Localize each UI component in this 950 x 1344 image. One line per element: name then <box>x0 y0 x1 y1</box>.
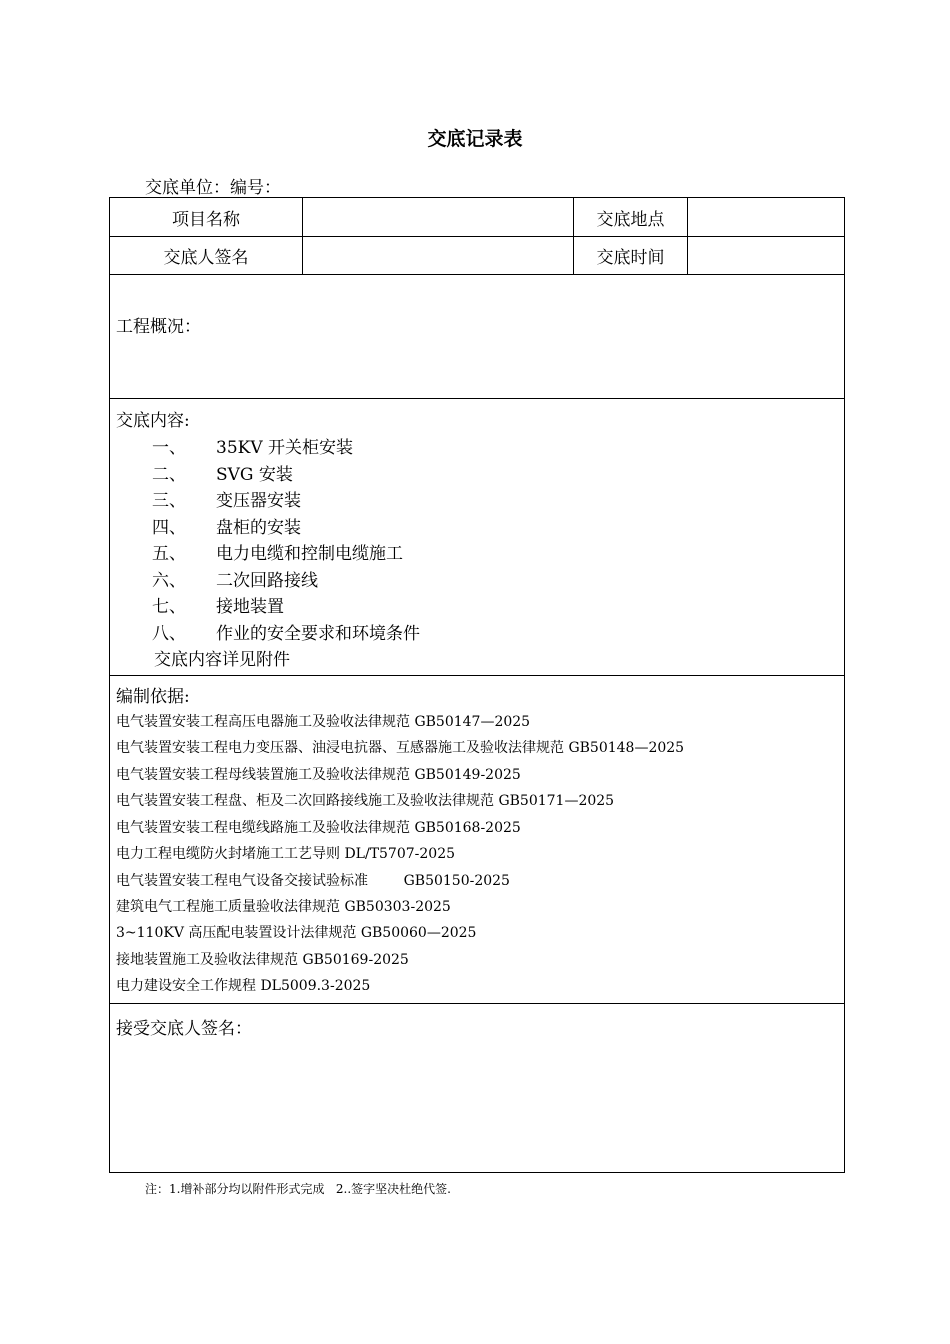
basis-line: 电力工程电缆防火封堵施工工艺导则 DL/T5707-2025 <box>116 846 456 862</box>
location-field[interactable] <box>688 198 844 236</box>
basis-section <box>110 676 844 1004</box>
content-section <box>110 399 844 676</box>
basis-line: 接地装置施工及验收法律规范 GB50169-2025 <box>116 952 409 968</box>
basis-line: 电力建设安全工作规程 DL5009.3-2025 <box>116 978 371 994</box>
basis-line: 电气装置安装工程高压电器施工及验收法律规范 GB50147—2025 <box>116 714 531 730</box>
basis-line: 电气装置安装工程母线装置施工及验收法律规范 GB50149-2025 <box>116 767 521 783</box>
list-item-number: 六、 <box>152 571 186 591</box>
page-title: 交底记录表 <box>427 128 523 150</box>
receiver-signature-label: 接受交底人签名： <box>116 1019 252 1039</box>
list-item-number: 二、 <box>152 465 186 485</box>
basis-line: 电气装置安装工程电力变压器、油浸电抗器、互感器施工及验收法律规范 GB50148—2025 <box>116 740 685 756</box>
list-item-number: 五、 <box>152 544 186 564</box>
project-name-field[interactable] <box>303 198 574 236</box>
list-item-number: 三、 <box>152 491 186 511</box>
time-field[interactable] <box>688 237 844 274</box>
time-label: 交底时间 <box>574 237 688 274</box>
presenter-signature-label: 交底人签名 <box>110 237 303 274</box>
content-label: 交底内容: <box>116 411 190 431</box>
basis-line: 电气装置安装工程盘、柜及二次回路接线施工及验收法律规范 GB50171—2025 <box>116 793 615 809</box>
basis-line: 建筑电气工程施工质量验收法律规范 GB50303-2025 <box>116 899 451 915</box>
list-item-text: 35KV 开关柜安装 <box>216 438 354 458</box>
content-footer: 交底内容详见附件 <box>154 650 290 670</box>
list-item-text: 盘柜的安装 <box>216 518 301 538</box>
list-item-number: 一、 <box>152 438 186 458</box>
header-row-2 <box>110 237 844 275</box>
list-item-number: 四、 <box>152 518 186 538</box>
record-form <box>109 197 845 1173</box>
overview-label: 工程概况： <box>116 317 201 337</box>
presenter-signature-field[interactable] <box>303 237 574 274</box>
list-item-number: 七、 <box>152 597 186 617</box>
list-item-number: 八、 <box>152 624 186 644</box>
basis-label: 编制依据: <box>116 687 190 707</box>
list-item-text: 接地装置 <box>216 597 284 617</box>
footnote: 注：1.增补部分均以附件形式完成 2..签字坚决杜绝代签. <box>145 1182 451 1196</box>
location-label: 交底地点 <box>574 198 688 236</box>
list-item-text: 作业的安全要求和环境条件 <box>216 624 420 644</box>
unit-number-line: 交底单位：编号： <box>145 178 281 198</box>
basis-line: 电气装置安装工程电气设备交接试验标准 GB50150-2025 <box>116 873 510 889</box>
project-name-label: 项目名称 <box>110 198 303 236</box>
receiver-section[interactable] <box>110 1004 844 1173</box>
list-item-text: SVG 安装 <box>216 465 293 485</box>
list-item-text: 二次回路接线 <box>216 571 318 591</box>
basis-line: 3~110KV 高压配电装置设计法律规范 GB50060—2025 <box>116 925 477 941</box>
list-item-text: 变压器安装 <box>216 491 301 511</box>
basis-line: 电气装置安装工程电缆线路施工及验收法律规范 GB50168-2025 <box>116 820 521 836</box>
overview-section <box>110 275 844 399</box>
list-item-text: 电力电缆和控制电缆施工 <box>216 544 403 564</box>
header-row-1 <box>110 198 844 237</box>
